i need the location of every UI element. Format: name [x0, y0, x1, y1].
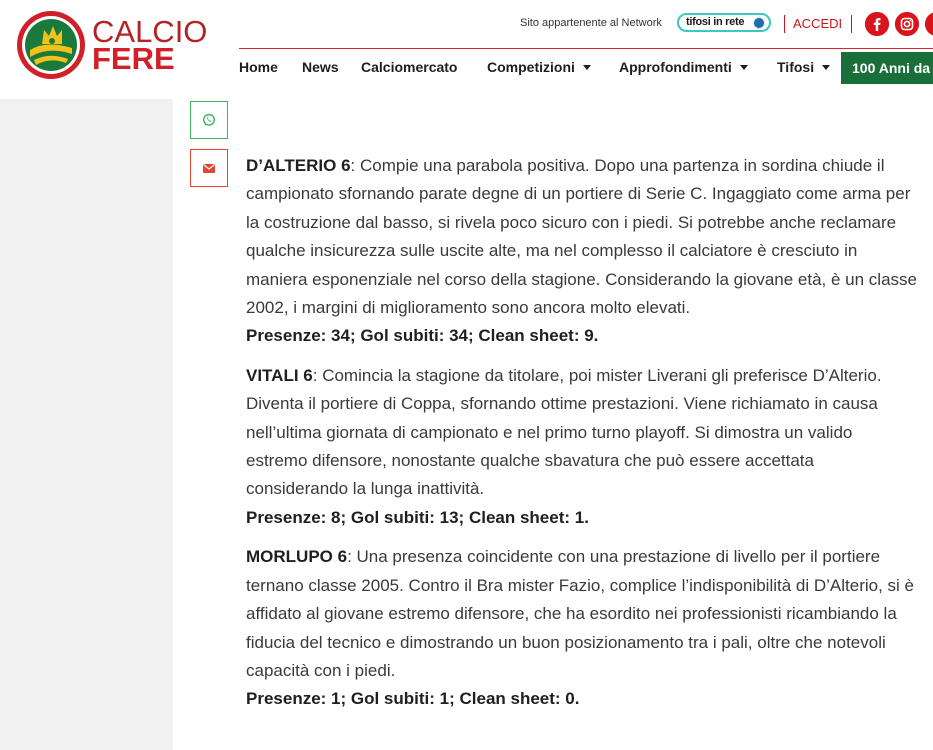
network-badge-link[interactable] — [677, 13, 771, 32]
nav-item-competizioni[interactable] — [487, 59, 591, 75]
whatsapp-icon — [202, 113, 216, 127]
nav-item-label: Approfondimenti — [619, 59, 732, 75]
divider — [851, 15, 852, 33]
social-icon[interactable] — [925, 12, 933, 36]
player-description: : Una presenza coincidente con una prestazione di livello per il portiere ternano classe 2005. Contro il Bra mister Fazio, complice l’indisponibilità di D’Alterio, si è affidato al giovane estremo difensore, che ha esordito nei professionisti ricambiando la fiducia del tecnico e dimostrando un buon posizionamento tra i pali, oltre che notevoli capacità con i piedi. — [246, 547, 915, 680]
chevron-down-icon — [583, 65, 591, 70]
player-stats: Presenze: 8; Gol subiti: 13; Clean sheet: 1. — [246, 507, 589, 527]
network-logo-icon — [753, 17, 765, 29]
nav-item-label: Calciomercato — [361, 59, 458, 75]
main-nav — [239, 52, 933, 84]
logo-badge-icon — [16, 10, 86, 80]
player-paragraph — [246, 543, 918, 713]
nav-item-news[interactable] — [302, 59, 339, 75]
article-container — [173, 99, 933, 750]
player-paragraph — [246, 362, 918, 532]
nav-item-home[interactable] — [239, 59, 278, 75]
player-description: : Comincia la stagione da titolare, poi mister Liverani gli preferisce D’Alterio. Diventa il portiere di Coppa, sfornando ottime prestazioni. Viene richiamato in causa nell’ultima giornata di campionato e nel primo turno playoff. Si dimostra un valido estremo difensore, nonostante qualche sbavatura che può essere accettata considerando la lunga inattività. — [246, 365, 882, 499]
player-paragraph — [246, 152, 918, 351]
mail-icon — [202, 161, 216, 175]
player-stats: Presenze: 34; Gol subiti: 34; Clean sheet: 9. — [246, 326, 599, 346]
share-email-button[interactable] — [190, 149, 228, 187]
network-badge-label: tifosi in rete — [686, 16, 745, 28]
nav-item-label: Home — [239, 59, 278, 75]
share-whatsapp-button[interactable] — [190, 101, 228, 139]
logo-word-calcio: CALCIO — [92, 14, 208, 49]
network-text: Sito appartenente al Network — [520, 17, 662, 29]
logo-word-fere: FERE — [92, 41, 175, 76]
login-link[interactable]: ACCEDI — [793, 16, 843, 31]
nav-item-label: Competizioni — [487, 59, 575, 75]
site-header — [0, 0, 933, 99]
nav-item-tifosi[interactable] — [777, 59, 830, 75]
player-name: VITALI 6 — [246, 365, 313, 385]
player-name: D’ALTERIO 6 — [246, 156, 351, 175]
nav-item-approfondimenti[interactable] — [619, 59, 748, 75]
player-name: MORLUPO 6 — [246, 547, 348, 567]
top-bar — [520, 12, 933, 36]
chevron-down-icon — [822, 65, 830, 70]
chevron-down-icon — [740, 65, 748, 70]
player-description: : Compie una parabola positiva. Dopo una partenza in sordina chiude il campionato sfornando parate degne di un portiere di Serie C. Ingaggiato come arma per la costruzione dal basso, si rivela poco sicuro con i piedi. Si potrebbe anche reclamare qualche insicurezza sulle uscite alte, ma nel complesso il calciatore è cresciuto in maniera esponenziale nel corso della stagione. Considerando la giovane età, è un classe 2002, i margini di miglioramento sono ancora molto elevati. — [246, 156, 917, 318]
nav-item-calciomercato[interactable] — [361, 59, 457, 75]
nav-item-label: News — [302, 59, 339, 75]
nav-item-100-anni[interactable]: 100 Anni da — [841, 52, 933, 84]
divider — [784, 15, 785, 33]
article-body — [246, 152, 918, 725]
player-stats: Presenze: 1; Gol subiti: 1; Clean sheet: 0. — [246, 689, 580, 709]
facebook-icon[interactable] — [865, 12, 889, 36]
nav-item-label: Tifosi — [777, 59, 815, 75]
nav-divider — [239, 48, 933, 49]
instagram-icon[interactable] — [895, 12, 919, 36]
site-logo[interactable] — [16, 10, 216, 80]
